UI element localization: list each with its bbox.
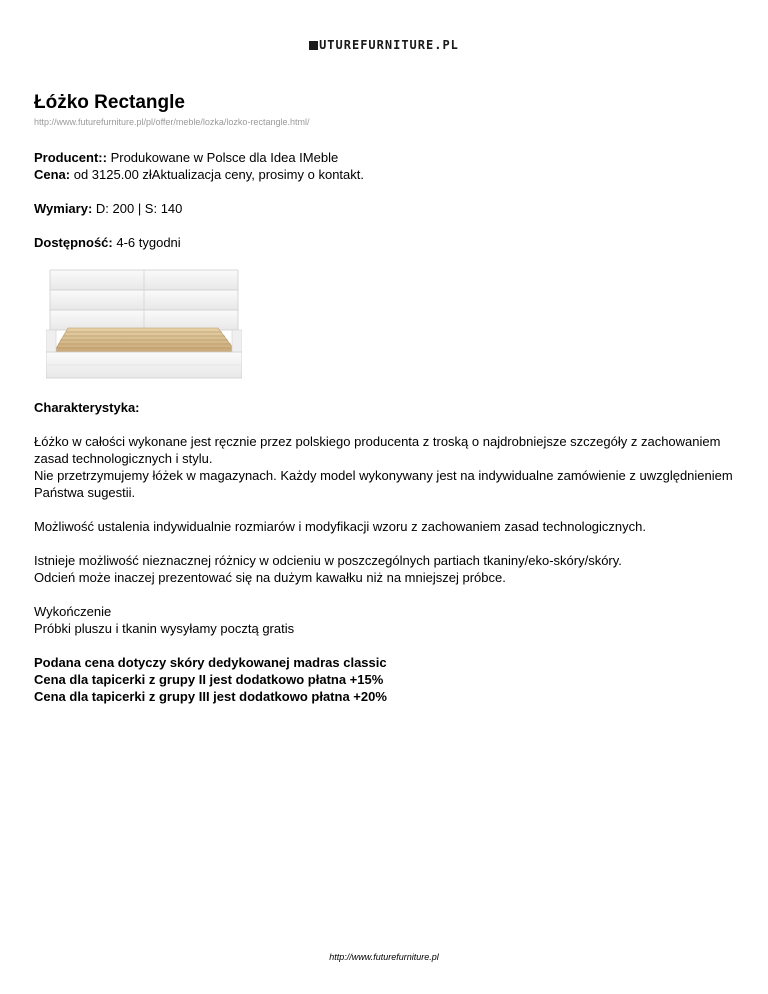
description-paragraph-3 xyxy=(34,552,734,586)
availability-line xyxy=(34,234,734,251)
bed-product-image xyxy=(46,268,242,383)
availability-value: 4-6 tygodni xyxy=(112,235,181,250)
product-title: Łóżko Rectangle xyxy=(34,92,185,113)
description-p1-line2: Nie przetrzymujemy łóżek w magazynach. Każdy model wykonywany jest na indywidualne zamówienie z uwzględnieniem Państwa sugestii. xyxy=(34,468,733,500)
price-note-2: Cena dla tapicerki z grupy II jest dodatkowo płatna +15% xyxy=(34,672,384,687)
dimensions-value: D: 200 | S: 140 xyxy=(92,201,183,216)
price-notes xyxy=(34,654,734,705)
description-p4-line2: Próbki pluszu i tkanin wysyłamy pocztą gratis xyxy=(34,621,295,636)
availability-label: Dostępność: xyxy=(34,235,113,250)
producer-label: Producent:: xyxy=(34,150,107,165)
product-meta xyxy=(34,149,734,183)
description-p3-line1: Istnieje możliwość nieznacznej różnicy w odcieniu w poszczególnych partiach tkaniny/eko-skóry/skóry. xyxy=(34,553,622,568)
footer-url[interactable]: http://www.futurefurniture.pl xyxy=(329,952,439,962)
price-note-1: Podana cena dotyczy skóry dedykowanej madras classic xyxy=(34,655,387,670)
price-label: Cena: xyxy=(34,167,71,182)
producer-value: Produkowane w Polsce dla Idea IMeble xyxy=(106,150,339,165)
price-line xyxy=(34,166,734,183)
description-paragraph-2: Możliwość ustalenia indywidualnie rozmiarów i modyfikacji wzoru z zachowaniem zasad technologicznych. xyxy=(34,519,646,534)
producer-line xyxy=(34,149,734,166)
logo-mark-icon xyxy=(309,41,318,50)
description-p4-line1: Wykończenie xyxy=(34,604,112,619)
characteristics-heading: Charakterystyka: xyxy=(34,400,140,415)
description-p3-line2: Odcień może inaczej prezentować się na dużym kawałku niż na mniejszej próbce. xyxy=(34,570,506,585)
document-content xyxy=(34,92,734,705)
dimensions-line xyxy=(34,200,734,217)
price-note-3: Cena dla tapicerki z grupy III jest dodatkowo płatna +20% xyxy=(34,689,387,704)
price-value: od 3125.00 złAktualizacja ceny, prosimy o kontakt. xyxy=(70,167,364,182)
description-paragraph-1 xyxy=(34,433,734,501)
dimensions-label: Wymiary: xyxy=(34,201,93,216)
site-logo xyxy=(0,38,768,52)
logo-text: UTUREFURNITURE.PL xyxy=(319,38,459,52)
description-p1-line1: Łóżko w całości wykonane jest ręcznie przez polskiego producenta z troską o najdrobniejsze szczegóły z zachowaniem zasad technologicznych i stylu. xyxy=(34,434,721,466)
description-paragraph-4 xyxy=(34,603,734,637)
product-url[interactable]: http://www.futurefurniture.pl/pl/offer/meble/lozka/lozko-rectangle.html/ xyxy=(34,117,310,127)
